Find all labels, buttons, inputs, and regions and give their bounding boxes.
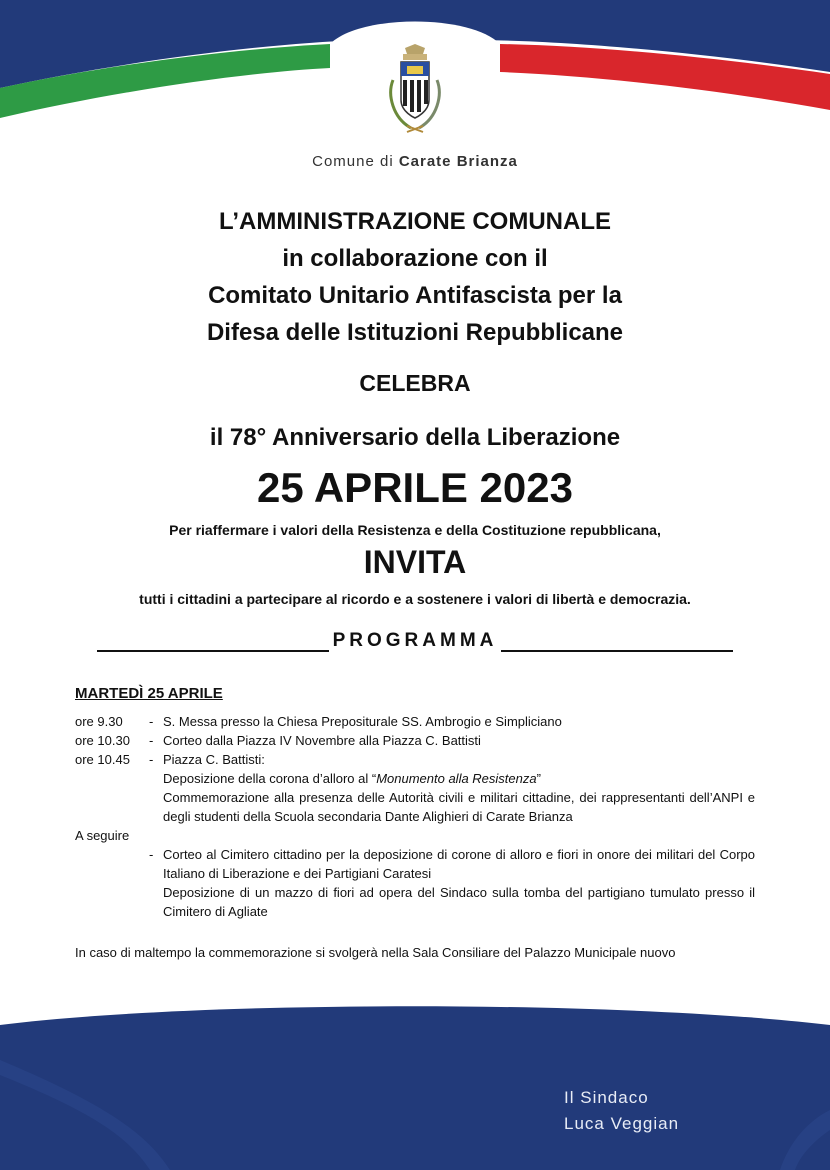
schedule-row xyxy=(75,788,755,826)
signature-title-prefix: Il xyxy=(564,1088,581,1107)
invitation-text: tutti i cittadini a partecipare al ricordo e a sostenere i valori di libertà e democrazia. xyxy=(139,591,691,607)
programma-heading xyxy=(0,628,830,652)
comune-name xyxy=(0,153,830,170)
schedule-text: S. Messa presso la Chiesa Prepositurale SS. Ambrogio e Simpliciano xyxy=(163,714,562,729)
schedule-row xyxy=(75,750,755,769)
signature-title-text: Sindaco xyxy=(580,1088,649,1107)
schedule-dash: - xyxy=(149,847,154,862)
schedule-row xyxy=(75,769,755,788)
signature xyxy=(564,1085,679,1137)
schedule-row xyxy=(75,712,755,731)
anniversary-heading: il 78° Anniversario della Liberazione xyxy=(209,424,621,451)
corteo-text: Corteo al Cimitero cittadino per la deposizione di corone di alloro e fiori in onore dei militari del Corpo Italiano di Liberazione e dei Partigiani Caratesi xyxy=(163,847,755,881)
signature-name: Luca Veggian xyxy=(564,1114,680,1133)
intro-line-4: Difesa delle Istituzioni Repubblicane xyxy=(206,319,624,346)
programma-rule-left xyxy=(97,628,329,652)
coat-of-arms-icon xyxy=(379,40,451,140)
deposizione-prefix: Deposizione della corona d’alloro al “ xyxy=(163,771,377,786)
comune-prefix: Comune di xyxy=(312,153,399,170)
monumento-name: Monumento alla Resistenza xyxy=(376,771,537,786)
weather-note: In caso di maltempo la commemorazione si svolgerà nella Sala Consiliare del Palazzo Municipale nuovo xyxy=(75,945,676,960)
schedule-row xyxy=(75,731,755,750)
invita-heading: INVITA xyxy=(363,544,467,580)
event-date: 25 APRILE 2023 xyxy=(257,464,573,511)
organizers-block xyxy=(0,203,830,351)
a-seguire-label: A seguire xyxy=(75,828,130,843)
comune-name-bold: Carate Brianza xyxy=(398,153,518,170)
mazzo-text: Deposizione di un mazzo di fiori ad opera del Sindaco sulla tomba del partigiano tumulato presso il Cimitero di Agliate xyxy=(163,885,755,919)
intro-line-1: L’AMMINISTRAZIONE COMUNALE xyxy=(219,208,611,235)
celebra-heading: CELEBRA xyxy=(359,370,471,396)
schedule xyxy=(75,712,755,921)
programma-title: PROGRAMMA xyxy=(332,630,498,651)
signature-title xyxy=(564,1085,679,1111)
schedule-dash: - xyxy=(149,752,154,767)
schedule-time: ore 10.45 xyxy=(75,752,130,767)
schedule-row xyxy=(75,826,755,845)
deposizione-text xyxy=(163,769,755,788)
riaffermare-text: Per riaffermare i valori della Resistenza e della Costituzione repubblicana, xyxy=(169,522,661,538)
schedule-time: ore 10.30 xyxy=(75,733,130,748)
schedule-row xyxy=(75,845,755,883)
schedule-dash: - xyxy=(149,714,154,729)
deposizione-suffix: ” xyxy=(536,771,541,786)
schedule-text: Corteo dalla Piazza IV Novembre alla Piazza C. Battisti xyxy=(163,733,481,748)
schedule-time: ore 9.30 xyxy=(75,714,123,729)
intro-line-3: Comitato Unitario Antifascista per la xyxy=(208,282,622,309)
schedule-dash: - xyxy=(149,733,154,748)
intro-line-2: in collaborazione con il xyxy=(282,245,548,272)
schedule-text: Piazza C. Battisti: xyxy=(163,752,265,767)
commemorazione-text: Commemorazione alla presenza delle Autorità civili e militari cittadine, dei rappresentanti dell’ANPI e degli studenti della Scuola secondaria Dante Alighieri di Carate Brianza xyxy=(163,790,755,824)
schedule-row xyxy=(75,883,755,921)
program-day: MARTEDÌ 25 APRILE xyxy=(75,685,223,702)
programma-rule-right xyxy=(501,628,733,652)
